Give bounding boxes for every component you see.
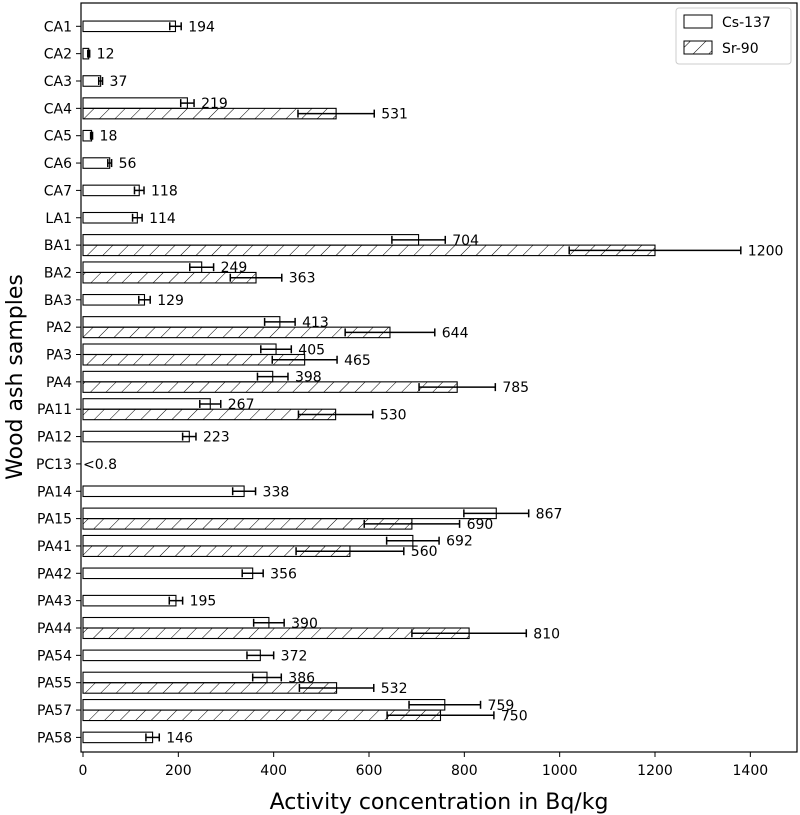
- y-tick-label: CA7: [43, 183, 72, 200]
- data-label: 129: [157, 292, 184, 309]
- y-tick-label: PA42: [37, 566, 72, 583]
- bar-cs137: [83, 344, 276, 355]
- data-label: 219: [201, 96, 228, 113]
- x-tick-label: 600: [355, 763, 383, 779]
- data-label: 530: [379, 407, 407, 424]
- legend-label-cs137: Cs-137: [722, 15, 771, 31]
- bar-cs137: [83, 700, 445, 711]
- legend-swatch-sr90: [684, 41, 712, 54]
- bar-cs137: [83, 535, 413, 546]
- data-label: 867: [535, 506, 563, 523]
- bar-cs137: [83, 650, 260, 661]
- data-label: 690: [466, 516, 494, 533]
- data-label: 56: [118, 156, 137, 173]
- bar-cs137: [83, 185, 139, 196]
- bar-sr90: [83, 382, 457, 393]
- data-label: 785: [502, 380, 530, 397]
- data-label: 37: [109, 74, 128, 90]
- y-tick-label: BA1: [43, 238, 72, 255]
- y-tick-label: BA3: [43, 292, 72, 309]
- y-tick-label: PA57: [37, 703, 72, 720]
- bar-cs137: [83, 618, 269, 629]
- bar-cs137: [83, 732, 153, 743]
- data-label: 267: [227, 396, 255, 413]
- data-label: 759: [487, 697, 515, 714]
- y-tick-label: CA1: [43, 19, 72, 36]
- y-tick-label: PA43: [37, 593, 72, 610]
- data-label: 146: [166, 730, 194, 747]
- bar-cs137: [83, 295, 144, 306]
- data-label: <0.8: [83, 456, 117, 473]
- x-tick-label: 400: [260, 763, 288, 779]
- bar-cs137: [83, 235, 419, 246]
- bar-cs137: [83, 317, 280, 328]
- bar-cs137: [83, 158, 110, 169]
- y-tick-label: CA4: [43, 101, 72, 118]
- bar-cs137: [83, 262, 202, 273]
- data-label: 114: [149, 210, 176, 227]
- data-label: 390: [291, 615, 318, 632]
- bar-cs137: [83, 371, 273, 382]
- x-tick-label: 200: [164, 763, 192, 779]
- data-label: 195: [189, 593, 217, 610]
- data-label: 692: [446, 533, 473, 550]
- bar-sr90: [83, 327, 390, 338]
- data-label: 810: [533, 626, 561, 643]
- y-tick-label: PA14: [37, 484, 72, 501]
- legend-swatch-cs137: [684, 15, 712, 28]
- data-label: 750: [500, 708, 528, 725]
- data-label: 644: [441, 325, 469, 342]
- data-label: 12: [96, 46, 115, 63]
- legend-label-sr90: Sr-90: [722, 41, 759, 57]
- y-axis-ticks: [36, 19, 81, 746]
- data-label: 372: [280, 648, 308, 665]
- x-axis-ticks: [79, 752, 769, 779]
- data-label: 465: [344, 352, 371, 369]
- x-tick-label: 1400: [732, 763, 769, 779]
- data-label: 223: [202, 429, 230, 446]
- bar-cs137: [83, 486, 244, 497]
- bar-cs137: [83, 672, 267, 683]
- bar-sr90: [83, 519, 412, 530]
- x-tick-label: 1200: [637, 763, 673, 779]
- bar-cs137: [83, 213, 137, 224]
- bar-cs137: [83, 568, 253, 579]
- y-tick-label: PA2: [45, 320, 72, 337]
- data-label: 194: [188, 19, 215, 36]
- y-tick-label: PA41: [37, 538, 72, 555]
- y-tick-label: LA1: [45, 210, 72, 227]
- x-tick-label: 800: [450, 763, 478, 779]
- data-label: 356: [270, 566, 297, 583]
- bar-cs137: [83, 431, 189, 442]
- data-label: 398: [294, 369, 322, 386]
- bar-sr90: [83, 355, 305, 366]
- data-label: 560: [410, 544, 438, 561]
- data-label: 531: [381, 106, 408, 123]
- data-label: 532: [380, 680, 408, 697]
- data-label: 386: [288, 670, 316, 687]
- data-label: 118: [151, 183, 178, 200]
- x-tick-label: 0: [78, 763, 88, 779]
- x-tick-label: 1000: [541, 763, 578, 779]
- y-tick-label: PA12: [37, 429, 72, 446]
- data-label: 363: [288, 270, 316, 287]
- y-tick-label: CA3: [43, 74, 72, 90]
- y-tick-label: CA5: [43, 128, 72, 145]
- data-label: 338: [262, 484, 290, 501]
- bar-cs137: [83, 508, 496, 518]
- y-tick-label: CA6: [43, 156, 72, 173]
- y-tick-label: PA58: [37, 730, 72, 747]
- bar-cs137: [83, 21, 175, 32]
- y-tick-label: PA44: [37, 621, 72, 637]
- legend: [676, 8, 791, 64]
- data-label: 18: [99, 128, 118, 145]
- data-label: 413: [302, 314, 329, 331]
- y-tick-label: PA15: [37, 511, 72, 528]
- bar-cs137: [83, 595, 176, 606]
- y-tick-label: PA3: [45, 347, 72, 364]
- data-label: 704: [452, 232, 480, 249]
- y-tick-label: PA55: [37, 675, 72, 692]
- bar-cs137: [83, 399, 210, 410]
- y-tick-label: PA11: [37, 402, 72, 419]
- x-axis-title: Activity concentration in Bq/kg: [269, 790, 609, 815]
- data-label: 249: [220, 260, 248, 277]
- y-tick-label: PA4: [45, 374, 72, 391]
- y-axis-title: Wood ash samples: [3, 274, 28, 480]
- y-tick-label: PA54: [37, 648, 72, 665]
- bar-cs137: [83, 98, 187, 109]
- y-tick-label: BA2: [43, 265, 72, 282]
- data-label: 1200: [747, 243, 784, 260]
- data-label: 405: [298, 342, 326, 359]
- y-tick-label: PC13: [35, 456, 72, 473]
- y-tick-label: CA2: [43, 46, 72, 63]
